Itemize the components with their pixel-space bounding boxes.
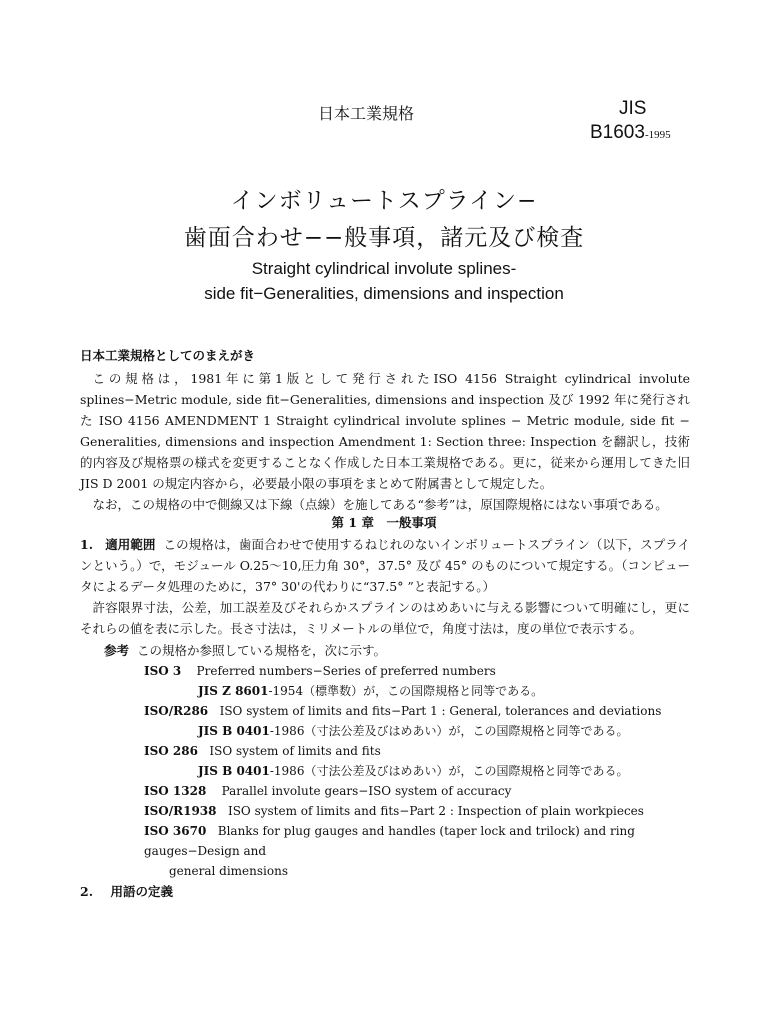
jis-equivalent-text: -1954（標準数）が，この国際規格と同等である。 bbox=[268, 684, 544, 698]
reference-item bbox=[144, 701, 692, 741]
reference-title: Preferred numbers−Series of preferred numbers bbox=[196, 664, 496, 678]
reference-code: ISO 3670 bbox=[144, 824, 207, 838]
reference-item bbox=[144, 781, 692, 801]
scope-text: この規格は，歯面合わせで使用するねじれのないインボリュートスプライン（以下，スプラインという。）で，モジュール O.25〜10,圧力角 30°，37.5° 及び 45° のものについて規定する。（コンピュータによるデータ処理のために，37° 30'の代わりに“37.5° ”と表記する。） bbox=[80, 537, 690, 594]
reference-title: ISO system of limits and fits−Part 2 : Inspection of plain workpieces bbox=[227, 804, 644, 818]
chapter-heading: 第 1 章 一般事項 bbox=[331, 515, 437, 530]
standard-number bbox=[590, 122, 671, 144]
reference-item bbox=[144, 801, 692, 821]
standard-code: B1603 bbox=[590, 122, 645, 143]
reference-item bbox=[144, 661, 692, 701]
section-heading: 適用範囲 bbox=[105, 537, 156, 552]
preface-body bbox=[80, 368, 690, 515]
reference-title: Parallel involute gears−ISO system of accuracy bbox=[221, 784, 512, 798]
reference-title: ISO system of limits and fits bbox=[209, 744, 381, 758]
reference-title: Blanks for plug gauges and handles (taper lock and trilock) and ring gauges−Design and bbox=[144, 824, 635, 858]
reference-continuation: general dimensions bbox=[169, 864, 288, 878]
reference-code: ISO/R286 bbox=[144, 704, 209, 718]
scope-paragraph bbox=[80, 534, 690, 597]
reference-note bbox=[104, 640, 386, 661]
standard-name: 日本工業規格 bbox=[318, 104, 415, 123]
reference-label: 参考 bbox=[104, 643, 130, 658]
jis-equivalent-code: JIS Z 8601 bbox=[198, 684, 269, 698]
section-scope bbox=[80, 534, 690, 639]
reference-intro: この規格か参照している規格を，次に示す。 bbox=[136, 643, 386, 658]
section-number: 1. bbox=[80, 537, 94, 552]
preface-paragraph: この規格は，1981年に第1版として発行されたISO 4156 Straight cylindrical involute splines−Metric module, side fit−Generalities, dimensions and inspection 及び 1992 年に発行された ISO 4156 AMENDMENT 1 Straight cylindrical involute splines − Metric module, side fit − Generalities, dimensions and inspection Amendment 1: Section three: Inspection を翻訳し，技術的内容及び規格票の様式を変更することなく作成した日本工業規格である。更に，従来から運用してきた旧 JIS D 2001 の規定内容から，必要最小限の事項をまとめて附属書として規定した。 bbox=[80, 371, 690, 491]
jis-equivalent-text: -1986（寸法公差及びはめあい）が，この国際規格と同等である。 bbox=[269, 764, 629, 778]
reference-code: ISO 3 bbox=[144, 664, 182, 678]
jis-label: JIS bbox=[619, 98, 647, 119]
title-en-line2: side fit−Generalities, dimensions and inspection bbox=[204, 284, 564, 303]
title-ja-line1: インボリュートスプライン− bbox=[230, 188, 538, 214]
jis-equivalent-code: JIS B 0401 bbox=[198, 724, 270, 738]
reference-item bbox=[144, 741, 692, 781]
section-heading: 用語の定義 bbox=[110, 884, 173, 899]
section-definitions bbox=[80, 882, 173, 900]
section-number: 2. bbox=[80, 884, 94, 899]
preface-note: なお，この規格の中で側線又は下線（点線）を施してある“参考”は，原国際規格にはない事項である。 bbox=[92, 497, 668, 512]
standard-year: -1995 bbox=[644, 129, 671, 141]
reference-title: ISO system of limits and fits−Part 1 : General, tolerances and deviations bbox=[219, 704, 662, 718]
reference-code: ISO 1328 bbox=[144, 784, 207, 798]
jis-equivalent-code: JIS B 0401 bbox=[198, 764, 270, 778]
preface-heading: 日本工業規格としてのまえがき bbox=[80, 348, 256, 363]
reference-item bbox=[144, 821, 692, 881]
reference-code: ISO/R1938 bbox=[144, 804, 217, 818]
reference-code: ISO 286 bbox=[144, 744, 198, 758]
reference-list bbox=[144, 661, 692, 881]
tolerance-paragraph: 許容限界寸法，公差，加工誤差及びそれらかスプラインのはめあいに与える影響について明確にし，更にそれらの値を表に示した。長さ寸法は，ミリメートルの単位で，角度寸法は，度の単位で表示する。 bbox=[80, 600, 690, 636]
title-ja-line2: 歯面合わせ−−般事項，諸元及び検査 bbox=[183, 225, 585, 251]
jis-equivalent-text: -1986（寸法公差及びはめあい）が，この国際規格と同等である。 bbox=[269, 724, 629, 738]
title-en-line1: Straight cylindrical involute splines- bbox=[251, 259, 517, 278]
